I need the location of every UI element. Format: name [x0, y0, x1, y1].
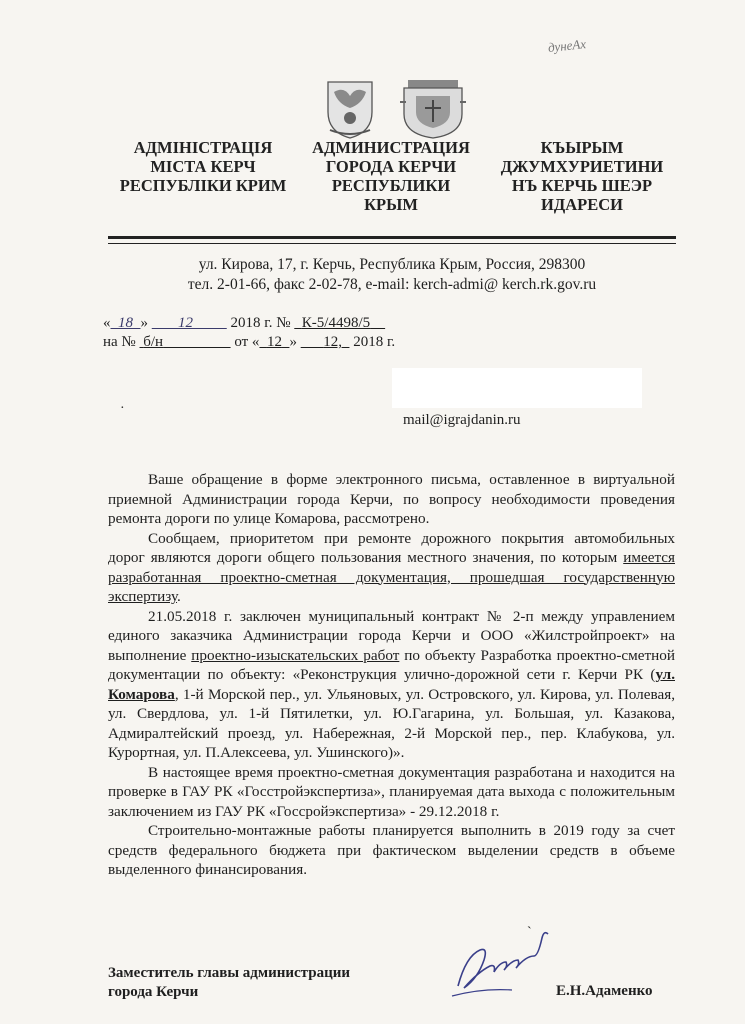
- header-line: РЕСПУБЛІКИ КРИМ: [119, 176, 287, 195]
- header-line: ГОРОДА КЕРЧИ: [325, 157, 457, 176]
- signatory-name: Е.Н.Адаменко: [556, 983, 653, 999]
- in-from: от «: [234, 334, 260, 350]
- paragraph-1: Ваше обращение в форме электронного письма, оставленное в виртуальной приемной Администрации города Керчи, по вопросу необходимости проведения ремонта дороги по улице Комарова, рассмотрено.: [108, 471, 675, 527]
- pen-mark: ˋ: [527, 925, 532, 940]
- contacts-line: тел. 2-01-66, факс 2-02-78, e-mail: kerch-admi@ kerch.rk.gov.ru: [187, 276, 597, 293]
- header-line: КЪЫРЫМ: [540, 138, 624, 157]
- out-number: К-5/4498/5: [301, 315, 371, 331]
- address-line: ул. Кирова, 17, г. Керчь, Республика Крым, Россия, 298300: [198, 256, 586, 273]
- paragraph-3: 21.05.2018 г. заключен муниципальный контракт № 2-п между управлением единого заказчика Администрации города Керчи и ООО «Жилстройпроект» на выполнение проектно-изыскательских работ по объекту Разработка проектно-сметной документации по объекту: «Реконструкция улично-дорожной сети г. Керчи РК (ул. Комарова, 1-й Морской пер., ул. Ульяновых, ул. Островского, ул. Кирова, ул. Полевая, ул. Свердлова, ул. 1-й Пятилетки, ул. Ю.Гагарина, ул. Большая, ул. Казакова, Адмиралтейский проезд, ул. Набережная, 2-й Морской пер., пер. Клабукова, ул. Курортная, ул. П.Алексеева, ул. Ушинского)».: [108, 607, 675, 761]
- header-line: ИДАРЕСИ: [541, 195, 623, 214]
- in-number: б/н: [143, 334, 164, 350]
- outgoing-reference: [103, 315, 385, 332]
- header-line: НЪ КЕРЧЬ ШЕЭР: [511, 176, 653, 195]
- in-year: 2018 г.: [353, 334, 396, 350]
- quote-open: «: [103, 315, 111, 331]
- paragraph-4: В настоящее время проектно-сметная документация разработана и находится на проверке в ГАУ РК «Госстройэкспертиза», планируемая дата выхода с положительным заключением из ГАУ РК «Госсройэкспертиза» - 29.12.2018 г.: [108, 763, 675, 820]
- signatory-title-line: города Керчи: [108, 984, 199, 1000]
- in-prefix: на №: [103, 334, 136, 350]
- header-divider-thin: [108, 243, 676, 244]
- signatory-title-line: Заместитель главы администрации: [108, 965, 351, 981]
- header-line: РЕСПУБЛИКИ: [331, 176, 451, 195]
- header-line: МІСТА КЕРЧ: [150, 157, 256, 176]
- out-month: 12: [178, 315, 193, 331]
- header-ukrainian: [108, 138, 298, 195]
- handwritten-note: дунеАх: [547, 36, 587, 55]
- recipient-email: mail@igrajdanin.ru: [403, 412, 521, 428]
- redacted-recipient: [392, 368, 642, 408]
- street-komarova: ул. Комарова: [108, 666, 675, 703]
- quote-close: »: [140, 315, 148, 331]
- emblems: [320, 78, 470, 140]
- underlined-text: имеется разработанная проектно-сметная документация, прошедшая государственную экспертизу: [108, 549, 675, 605]
- paragraph-2: Сообщаем, приоритетом при ремонте дорожного покрытия автомобильных дорог являются дороги общего пользования местного значения, по которым имеется разработанная проектно-сметная документация, прошедшая государственную экспертизу.: [108, 529, 675, 605]
- letter-body: [108, 470, 675, 880]
- header-russian: [296, 138, 486, 214]
- pen-mark: ·: [120, 401, 125, 416]
- paragraph-5: Строительно-монтажные работы планируется выполнить в 2019 году за счет средств федерального бюджета при фактическом выделении средств в объеме выделенного финансирования.: [108, 822, 675, 878]
- out-year: 2018 г. №: [230, 315, 291, 331]
- header-line: АДМИНИСТРАЦИЯ: [312, 138, 470, 157]
- header-crimean-tatar: [484, 138, 680, 214]
- header-line: ДЖУМХУРИЕТИНИ: [500, 157, 664, 176]
- in-day: 12: [266, 334, 282, 350]
- out-day: 18: [118, 315, 133, 331]
- incoming-reference: [103, 334, 395, 351]
- header-divider-thick: [108, 236, 676, 239]
- header-line: КРЫМ: [364, 195, 418, 214]
- kerch-emblem-icon: [400, 80, 466, 138]
- header-line: АДМІНІСТРАЦІЯ: [133, 138, 273, 157]
- in-close: »: [289, 334, 297, 350]
- in-month: 12,: [323, 334, 342, 350]
- crimea-emblem-icon: [328, 82, 372, 138]
- underlined-text: проектно-изыскательских работ: [191, 646, 400, 664]
- signatory-title: [108, 964, 350, 1002]
